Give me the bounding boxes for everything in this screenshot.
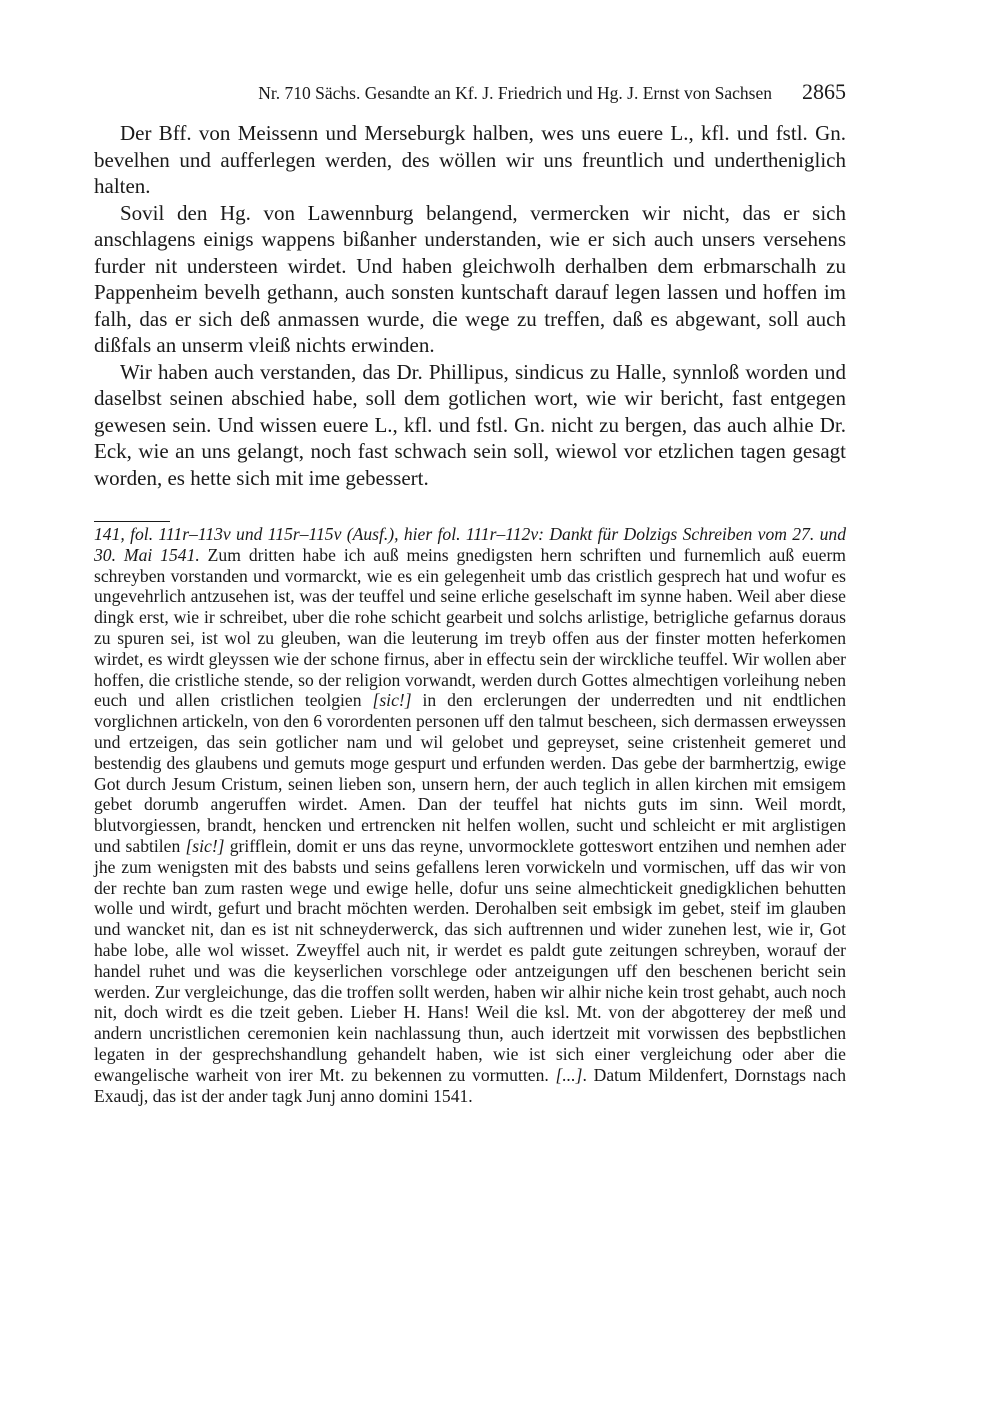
running-head xyxy=(94,76,846,108)
footnote-text: in den erclerungen der underredten und nit endtlichen vorglichnen artickeln, von den 6 vorordenten personen uff den talmut bescheen, sich dermassen erweyssen und ertzeigen, das sein gotlicher nam und wil gelobet und gepreyset, seine cristenheit gemeret und bestendig des glaubens und gemuts moge gespurt und erfunden werden. Das gebe der barmhertzig, ewige Got durch Jesum Cristum, seinen lieben son, unsern hern, der auch teglich in allen kirchen mit emsigem gebet dorumb angeruffen wirdet. Amen. Dan der teuffel hat nichts guts im sinn. Weil mordt, blutvorgiessen, brandt, hencken und ertrencken nit helfen wollen, sucht und schleicht er mit arglistigen und sabtilen xyxy=(94,690,846,856)
page-number: 2865 xyxy=(802,79,846,104)
main-text xyxy=(94,120,846,491)
editorial-note: [sic!] xyxy=(372,690,412,711)
editorial-note: [sic!] xyxy=(185,835,225,856)
footnote-intro: 141, fol. 111r–113v und 115r–115v (Ausf.), hier fol. 111r–112v: Dankt für Dolzigs Schreiben vom 27. und 30. Mai 1541. xyxy=(94,524,846,565)
footnote-text: grifflein, domit er uns das reyne, unvormocklete gotteswort entzihen und nemhen ader jhe zum wenigsten mit des babsts und seins gefallens leren vorwickeln und vormischen, uff das wir von der rechte ban zum rasten wege und ewige helle, dofur uns seine almechtickeit gnedigklichen behutten wolle und wirdt, gefurt und bracht möchten werden. Derohalben seit embsigk im gebet, steif im glauben und wancket nit, dan es ist nit schneyderwerck, das sich auftrennen und wider zunehen lest, wie ir, Got habe lobe, alle wol wisset. Zweyffel auch nit, ir werdet es paldt gute zeitungen schreyben, worauf der handel ruhet und was die keyserlichen vorschlege oder antzeigungen uff den beschenen bericht sein werden. Zur vergleichunge, das die troffen sollt werden, haben wir alhir niche kein trost gehabt, auch noch nit, doch wirdt es die tzeit geben. Lieber H. Hans! Weil die ksl. Mt. von der abgotterey der meß und andern uncristlichen ceremonien kein nachlassung thun, auch idertzeit mit vorwissen des bepbstlichen legaten in der gesprechshandlung gehandelt haben, wie ist sich einer vergleichung oder aber die ewangelische warheit von irer Mt. zu bekennen zu vormutten. xyxy=(94,835,846,1085)
footnote-text: Zum dritten habe ich auß meins gnedigsten hern schriften und furnemlich auß euerm schreyben vorstanden und vormarckt, wie es ein gelegenheit umb das cristlich gesprech hat und wofur es ungevehrlich antzusehen ist, was der teuffel und seine erliche geselschaft im synne haben. Weil aber diese dingk erst, wie ir schreibet, uber die rohe schicht gearbeit und solchs arlistige, betrigliche gefarnus doraus zu spuren sei, ist wol zu gleuben, wan die leuterung im treyb offen aus der finster motten heferkomen wirdet, es wirdt gleyssen wie der schone firnus, aber in effectu sein der wirckliche teuffel. Wir wollen aber hoffen, die cristliche stende, so der religion vorwandt, werden durch Gottes almechtigen vorleihung neben euch und allen cristlichen teolgien xyxy=(94,544,846,711)
footnote xyxy=(94,524,846,1106)
omission-mark: [...] xyxy=(555,1064,583,1085)
footnote-divider xyxy=(94,521,170,522)
paragraph: Wir haben auch verstanden, das Dr. Phillipus, sindicus zu Halle, synnloß worden und daselbst seinen abschied habe, soll dem gotlichen wort, wie wir bericht, fast entgegen gewesen sein. Und wissen euere L., kfl. und fstl. Gn. nicht zu bergen, das auch alhie Dr. Eck, wie an uns gelangt, noch fast schwach sein soll, wiewol vor etzlichen tagen gesagt worden, es hette sich mit ime gebessert. xyxy=(94,359,846,490)
paragraph: Der Bff. von Meissenn und Merseburgk halben, wes uns euere L., kfl. und fstl. Gn. bevelhen und aufferlegen werden, des wöllen wir uns freuntlich und undertheniglich halten. xyxy=(94,121,846,198)
running-head-title: Nr. 710 Sächs. Gesandte an Kf. J. Friedrich und Hg. J. Ernst von Sachsen xyxy=(258,83,772,103)
paragraph: Sovil den Hg. von Lawennburg belangend, vermercken wir nicht, das er sich anschlagens einigs wappens bißanher understanden, wie er sich auch unsers versehens furder nit understeen wirdet. Und haben gleichwolh derhalben dem erbmarschalh zu Pappenheim bevelh gethann, auch sonsten kuntschaft darauf legen lassen und hoffen im falh, das er sich deß anmassen wurde, die wege zu treffen, daß es abgewant, soll auch dißfals an unserm vleiß nichts erwinden. xyxy=(94,200,846,357)
document-page xyxy=(94,76,846,1106)
footnote-text: . Datum Mildenfert, Dornstags nach Exaudj, das ist der ander tagk Junj anno domini 1541. xyxy=(94,1064,846,1106)
